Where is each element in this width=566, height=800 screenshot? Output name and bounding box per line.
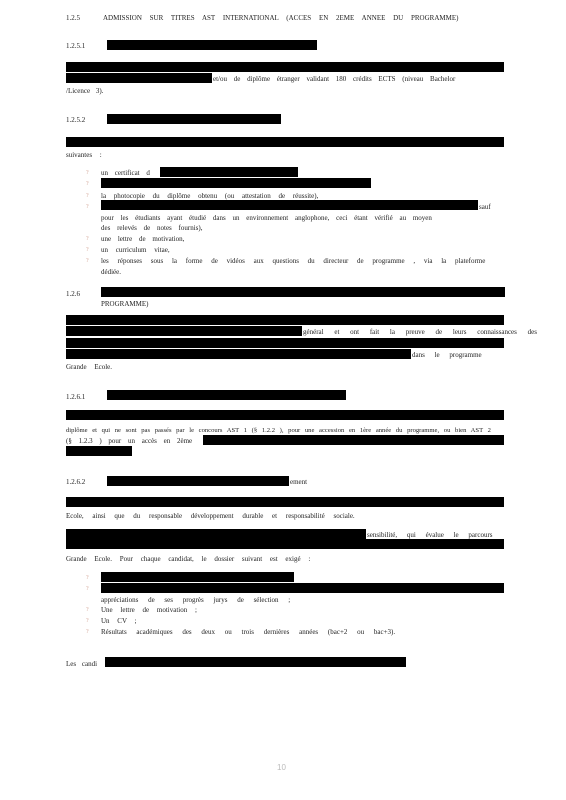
list-item: un curriculum vitae, xyxy=(101,246,170,254)
paragraph-line: /Licence 3). xyxy=(66,87,104,95)
paragraph-line: Grande Ecole. xyxy=(66,363,113,371)
redaction-bar xyxy=(66,529,366,539)
list-item-continuation: appréciations de ses progrès jurys de sélection ; xyxy=(101,596,291,604)
paragraph-line: et/ou de diplôme étranger validant 180 crédits ECTS (niveau Bachelor xyxy=(213,75,456,83)
bullet-icon: ? xyxy=(86,618,89,624)
list-item: un certificat d xyxy=(101,169,150,177)
paragraph-line: diplôme et qui ne sont pas passés par le concours AST 1 (§ 1.2.2 ), pour une accession en 1ère année du programme, ou bien AST 2 xyxy=(66,427,491,434)
list-item: sauf xyxy=(479,203,491,211)
redaction-bar xyxy=(105,657,406,667)
redaction-bar xyxy=(101,583,504,593)
list-item-continuation: des relevés de notes fournis), xyxy=(101,224,203,232)
redaction-bar xyxy=(66,62,504,72)
bullet-icon: ? xyxy=(86,629,89,635)
redaction-bar xyxy=(101,178,371,188)
list-item: une lettre de motivation, xyxy=(101,235,185,243)
paragraph-line: (§ 1.2.3 ) pour un accès en 2ème xyxy=(66,437,193,445)
heading-tail: ement xyxy=(290,478,308,486)
paragraph-line: général et ont fait la preuve de leurs connaissances des xyxy=(303,328,537,336)
bullet-icon: ? xyxy=(86,193,89,199)
redaction-bar xyxy=(66,137,504,147)
bullet-icon: ? xyxy=(86,236,89,242)
section-title-tail: PROGRAMME) xyxy=(101,300,149,308)
paragraph-line: Les candi xyxy=(66,660,98,668)
redaction-bar xyxy=(66,497,504,507)
redaction-bar xyxy=(107,390,346,400)
section-number: 1.2.6 xyxy=(66,290,80,298)
bullet-icon: ? xyxy=(86,170,89,176)
paragraph-line: dans le programme xyxy=(412,351,482,359)
section-title: ADMISSION SUR TITRES AST INTERNATIONAL (ACCES EN 2EME ANNEE DU PROGRAMME) xyxy=(103,14,459,22)
redaction-bar xyxy=(107,476,289,486)
redaction-bar xyxy=(101,572,294,582)
bullet-icon: ? xyxy=(86,575,89,581)
paragraph-line: Ecole, ainsi que du responsable développement durable et responsabilité sociale. xyxy=(66,512,355,520)
redaction-bar xyxy=(66,410,504,420)
redaction-bar xyxy=(66,539,504,549)
bullet-icon: ? xyxy=(86,247,89,253)
redaction-bar xyxy=(66,446,132,456)
subsection-number: 1.2.5.1 xyxy=(66,42,86,50)
list-item: les réponses sous la forme de vidéos aux questions du directeur de programme , via la plateforme xyxy=(101,257,486,265)
redaction-bar xyxy=(66,315,504,325)
redaction-bar xyxy=(101,287,505,297)
list-item: la photocopie du diplôme obtenu (ou attestation de réussite), xyxy=(101,192,319,200)
redaction-bar xyxy=(101,200,478,210)
section-number: 1.2.5 xyxy=(66,14,80,22)
list-item-continuation: dédiée. xyxy=(101,268,122,276)
redaction-bar xyxy=(107,114,281,124)
redaction-bar xyxy=(66,349,411,359)
paragraph-line: sensibilité, qui évalue le parcours xyxy=(367,531,493,539)
redaction-bar xyxy=(66,338,504,348)
page-number: 10 xyxy=(277,763,286,772)
redaction-bar xyxy=(66,73,212,83)
subsection-number: 1.2.6.2 xyxy=(66,478,86,486)
list-item: Résultats académiques des deux ou trois dernières années (bac+2 ou bac+3). xyxy=(101,628,396,636)
redaction-bar xyxy=(203,435,504,445)
paragraph-line: Grande Ecole. Pour chaque candidat, le dossier suivant est exigé : xyxy=(66,555,311,563)
bullet-icon: ? xyxy=(86,181,89,187)
bullet-icon: ? xyxy=(86,258,89,264)
redaction-bar xyxy=(160,167,298,177)
redaction-bar xyxy=(66,326,302,336)
subsection-number: 1.2.6.1 xyxy=(66,393,86,401)
subsection-number: 1.2.5.2 xyxy=(66,116,86,124)
list-item: Une lettre de motivation ; xyxy=(101,606,197,614)
bullet-icon: ? xyxy=(86,204,89,210)
list-item-continuation: pour les étudiants ayant étudié dans un environnement anglophone, ceci étant vérifié au moyen xyxy=(101,214,432,222)
paragraph-lead: suivantes : xyxy=(66,151,102,159)
list-item: Un CV ; xyxy=(101,617,137,625)
bullet-icon: ? xyxy=(86,607,89,613)
redaction-bar xyxy=(107,40,317,50)
bullet-icon: ? xyxy=(86,586,89,592)
